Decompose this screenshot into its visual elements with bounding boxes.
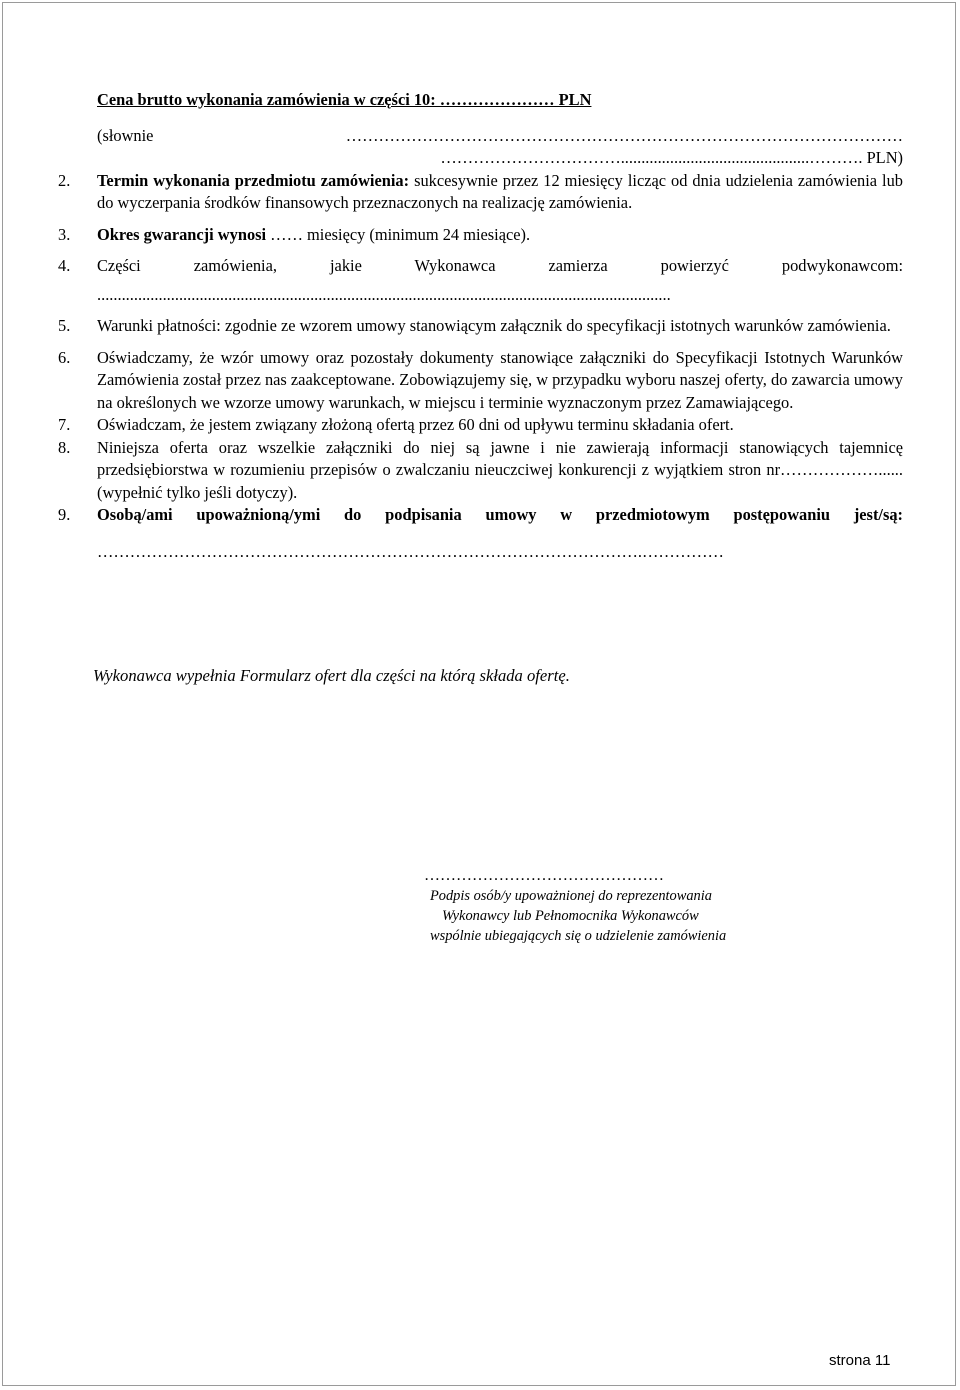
item-bold: Okres gwarancji wynosi (97, 224, 267, 244)
item-5 (58, 315, 903, 338)
item-7 (58, 414, 903, 437)
item-text: Oświadczamy, że wzór umowy oraz pozostały dokumenty stanowiące załączniki do Specyfikacji Istotnych Warunków Zamówienia został przez nas zaakceptowane. Zobowiązujemy się, w przypadku wyboru naszej oferty, do zawarcia umowy na określonych we wzorze umowy warunkach, w miejscu i terminie wyznaczonym przez Zamawiającego. (97, 347, 903, 412)
signature-block (422, 866, 726, 946)
item-text: Części zamówienia, jakie Wykonawca zamierza powierzyć podwykonawcom: ............................................................................................................................................ (97, 255, 903, 306)
item-text: Oświadczam, że jestem związany złożoną ofertą przez 60 dni od upływu terminu składania ofert. (97, 415, 734, 434)
signature-dots: ……………………………………… (424, 867, 664, 884)
instruction-note: Wykonawca wypełnia Formularz ofert dla części na którą składa ofertę. (93, 666, 570, 685)
item-3 (58, 224, 903, 247)
item-text (97, 504, 903, 563)
item-number: 6. (58, 347, 71, 367)
signature-caption-1: Podpis osób/y upoważnionej do reprezentowania (430, 888, 712, 904)
item-text: Warunki płatności: zgodnie ze wzorem umowy stanowiącym załącznik do specyfikacji istotnych warunków zamówienia. (97, 316, 891, 335)
item-bold: Termin wykonania przedmiotu zamówienia: (97, 170, 410, 190)
item-dots: ............................................................................................................................................ (97, 284, 671, 304)
item-9 (58, 504, 903, 563)
item-number: 3. (58, 224, 71, 244)
item-8 (58, 437, 903, 505)
page-number: strona 11 (829, 1352, 891, 1369)
item-number: 8. (58, 437, 71, 457)
signature-caption-2: Wykonawcy lub Pełnomocnika Wykonawców (442, 908, 699, 924)
price-heading: Cena brutto wykonania zamówienia w części 10: ………………… PLN (97, 90, 592, 109)
form-content (58, 89, 903, 563)
signatory-dots: ……………………………………………………………………………………….…………… (97, 541, 724, 561)
item-text: Niniejsza oferta oraz wszelkie załączniki do niej są jawne i nie zawierają informacji stanowiących tajemnicę przedsiębiorstwa w rozumieniu przepisów o zwalczaniu nieuczciwej konkurencji z wyjątkiem stron nr………………...... (wypełnić tylko jeśli dotyczy). (97, 437, 903, 502)
price-words-line (97, 125, 903, 148)
item-number: 5. (58, 316, 71, 335)
price-words-end: ……………………………..............................................………. PLN) (440, 148, 903, 167)
item-number: 4. (58, 256, 71, 275)
price-words-label: (słownie (97, 125, 154, 145)
item-number: 9. (58, 505, 71, 524)
price-words-dots: ………………………………………………………………………………………… (345, 125, 903, 145)
item-4 (58, 255, 903, 306)
signature-caption-3: wspólnie ubiegających się o udzielenie zamówienia (430, 928, 727, 944)
item-text: Termin wykonania przedmiotu zamówienia: sukcesywnie przez 12 miesięcy licząc od dnia udzielenia zamówienia lub do wyczerpania środków finansowych przeznaczonych na realizację zamówienia. (97, 170, 904, 212)
item-6 (58, 347, 903, 415)
item-2 (58, 170, 903, 215)
item-text: Okres gwarancji wynosi …… miesięcy (minimum 24 miesiące). (97, 224, 531, 244)
item-number: 2. (58, 170, 71, 190)
item-bold: Osobą/ami upoważnioną/ymi do podpisania umowy w przedmiotowym postępowaniu jest/są: (97, 505, 903, 524)
item-number: 7. (58, 415, 71, 434)
